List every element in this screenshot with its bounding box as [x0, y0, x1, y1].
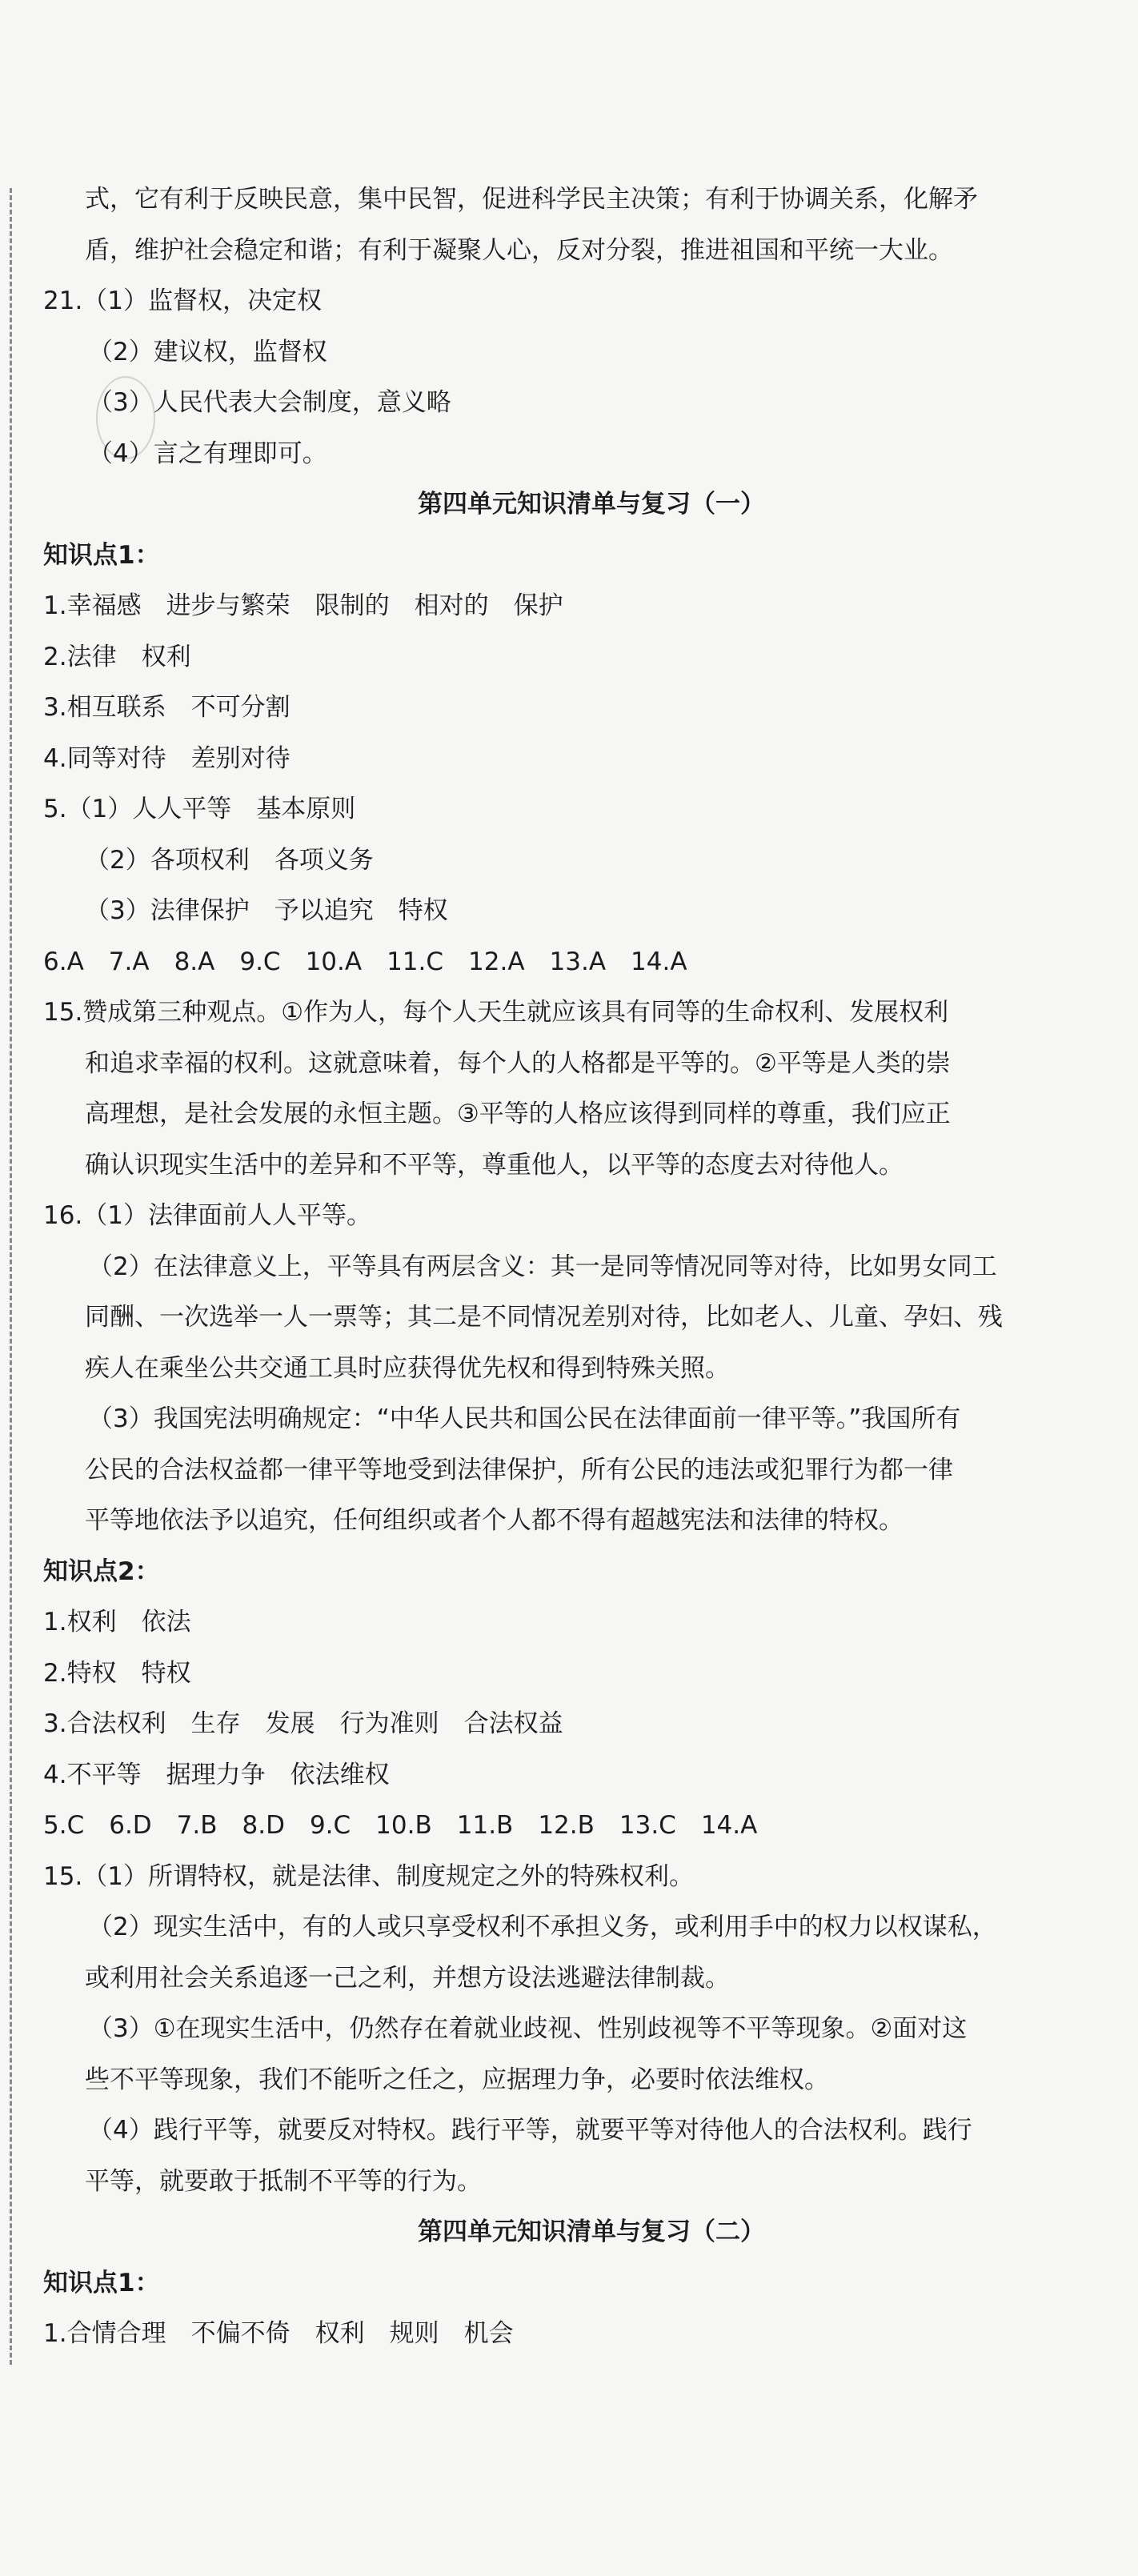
text-line: 4.不平等 据理力争 依法维权: [43, 1760, 390, 1789]
text-line: 3.相互联系 不可分割: [43, 693, 291, 722]
text-line: 21.（1）监督权，决定权: [43, 286, 323, 315]
text-line: （4）言之有理即可。: [88, 439, 327, 468]
text-line: （4）践行平等，就要反对特权。践行平等，就要平等对待他人的合法权利。践行: [88, 2116, 972, 2145]
text-line: 些不平等现象，我们不能听之任之，应据理力争，必要时依法维权。: [85, 2065, 829, 2094]
text-line: 公民的合法权益都一律平等地受到法律保护，所有公民的违法或犯罪行为都一律: [85, 1455, 953, 1484]
text-line: 或利用社会关系追逐一己之利，并想方设法逃避法律制裁。: [85, 1963, 730, 1993]
text-line: 2.法律 权利: [43, 642, 191, 671]
text-line: 6.A 7.A 8.A 9.C 10.A 11.C 12.A 13.A 14.A: [43, 947, 687, 976]
text-line: 5.（1）人人平等 基本原则: [43, 795, 356, 823]
knowledge-point-label: 知识点2：: [43, 1556, 160, 1586]
text-line: （3）人民代表大会制度，意义略: [88, 388, 451, 417]
text-line: 4.同等对待 差别对待: [43, 743, 291, 773]
text-line: 5.C 6.D 7.B 8.D 9.C 10.B 11.B 12.B 13.C 14.A: [43, 1811, 758, 1840]
text-line: 确认识现实生活中的差异和不平等，尊重他人，以平等的态度去对待他人。: [85, 1150, 904, 1180]
text-line: 高理想，是社会发展的永恒主题。③平等的人格应该得到同样的尊重，我们应正: [85, 1100, 951, 1128]
section-heading: 第四单元知识清单与复习（一）: [418, 490, 765, 519]
text-line: （3）①在现实生活中，仍然存在着就业歧视、性别歧视等不平等现象。②面对这: [88, 2014, 968, 2043]
section-heading: 第四单元知识清单与复习（二）: [418, 2217, 765, 2246]
text-line: 15.（1）所谓特权，就是法律、制度规定之外的特殊权利。: [43, 1861, 695, 1891]
text-line: （2）建议权，监督权: [88, 337, 327, 367]
text-line: 1.权利 依法: [43, 1608, 191, 1637]
text-line: （2）在法律意义上，平等具有两层含义：其一是同等情况同等对待，比如男女同工: [88, 1252, 997, 1281]
text-line: 同酬、一次选举一人一票等；其二是不同情况差别对待，比如老人、儿童、孕妇、残: [85, 1303, 1003, 1332]
text-line: 平等，就要敢于抵制不平等的行为。: [85, 2166, 482, 2196]
text-line: 1.合情合理 不偏不倚 权利 规则 机会: [43, 2319, 514, 2348]
knowledge-point-label: 知识点1：: [43, 540, 160, 570]
text-line: 3.合法权利 生存 发展 行为准则 合法权益: [43, 1709, 563, 1738]
text-line: 盾，维护社会稳定和谐；有利于凝聚人心，反对分裂，推进祖国和平统一大业。: [85, 235, 953, 265]
text-line: 平等地依法予以追究，任何组织或者个人都不得有超越宪法和法律的特权。: [85, 1506, 904, 1535]
binding-dashed-line: [10, 188, 12, 2365]
knowledge-point-label: 知识点1：: [43, 2268, 160, 2298]
text-line: 2.特权 特权: [43, 1658, 191, 1688]
text-line: （2）现实生活中，有的人或只享受权利不承担义务，或利用手中的权力以权谋私，: [88, 1913, 997, 1941]
text-line: 和追求幸福的权利。这就意味着，每个人的人格都是平等的。②平等是人类的崇: [85, 1048, 951, 1078]
text-line: （3）我国宪法明确规定：“中华人民共和国公民在法律面前一律平等。”我国所有: [88, 1404, 961, 1433]
answer-text-body: [43, 174, 1084, 2360]
text-line: 15.赞成第三种观点。①作为人，每个人天生就应该具有同等的生命权利、发展权利: [43, 998, 949, 1027]
text-line: 式，它有利于反映民意，集中民智，促进科学民主决策；有利于协调关系，化解矛: [85, 185, 978, 214]
text-line: 16.（1）法律面前人人平等。: [43, 1201, 372, 1230]
text-line: 疾人在乘坐公共交通工具时应获得优先权和得到特殊关照。: [85, 1353, 730, 1383]
text-line: （3）法律保护 予以追究 特权: [85, 896, 448, 925]
text-line: 1.幸福感 进步与繁荣 限制的 相对的 保护: [43, 591, 563, 620]
text-line: （2）各项权利 各项义务: [85, 845, 374, 875]
